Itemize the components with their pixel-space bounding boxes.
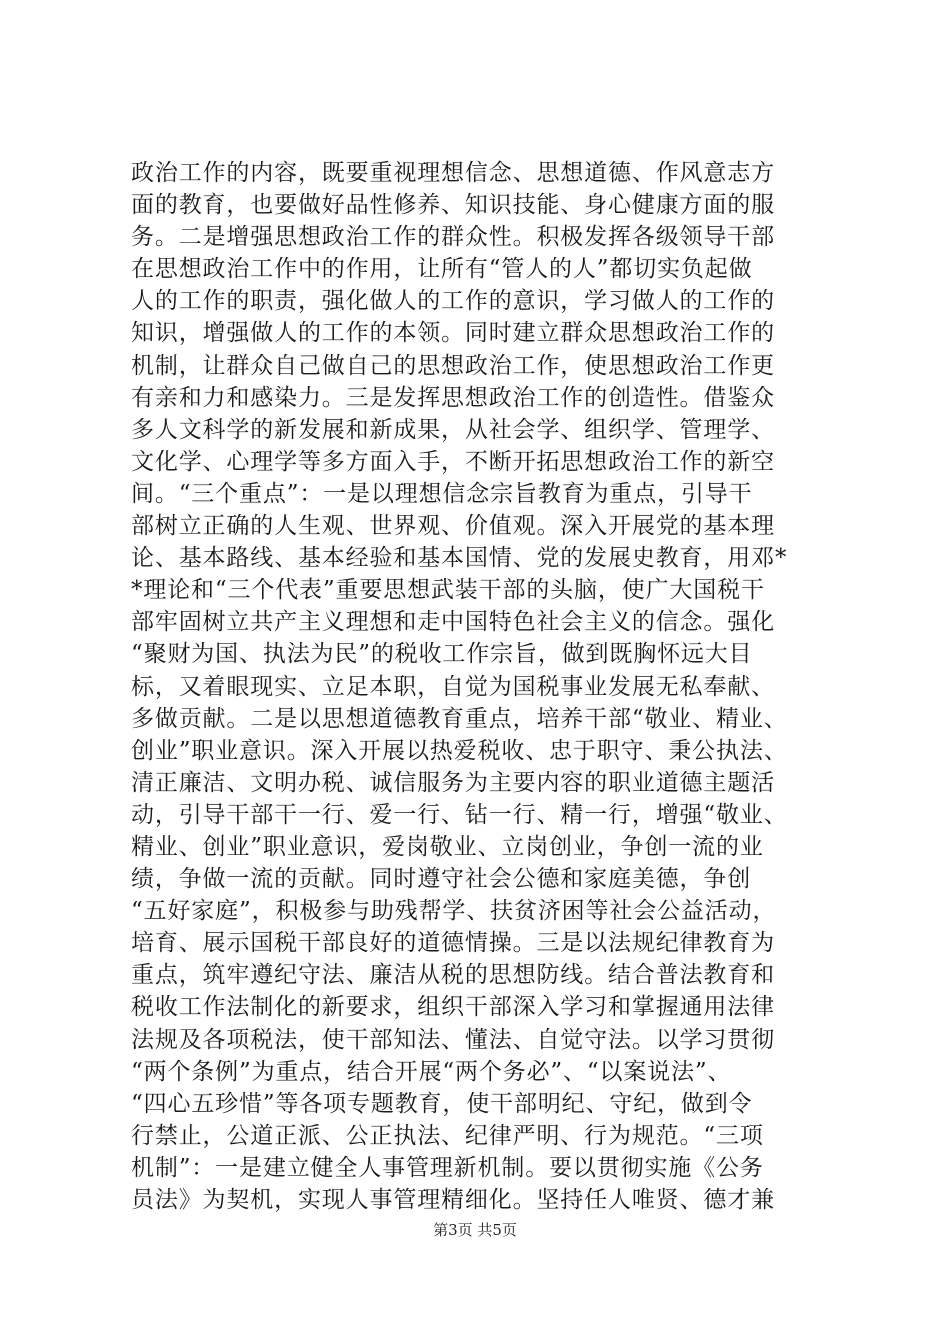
text-line: “四心五珍惜”等各项专题教育，使干部明纪、守纪，做到令	[131, 1090, 753, 1117]
text-line: 机制”：一是建立健全人事管理新机制。要以贯彻实施《公务	[131, 1154, 764, 1181]
text-line: 法规及各项税法，使干部知法、懂法、自觉守法。以学习贯彻	[131, 1026, 775, 1053]
text-line: 政治工作的内容，既要重视理想信念、思想道德、作风意志方	[131, 160, 775, 186]
text-line: 知识，增强做人的工作的本领。同时建立群众思想政治工作的	[131, 320, 775, 347]
text-line: 行禁止，公道正派、公正执法、纪律严明、行为规范。“三项	[131, 1122, 764, 1149]
text-line: 重点，筑牢遵纪守法、廉洁从税的思想防线。结合普法教育和	[131, 962, 775, 989]
text-line: 面的教育，也要做好品性修养、知识技能、身心健康方面的服	[131, 192, 775, 219]
text-line: “两个条例”为重点，结合开展“两个务必”、“以案说法”、	[131, 1058, 732, 1085]
text-line: 动，引导干部干一行、爱一行、钻一行、精一行，增强“敬业、	[131, 801, 788, 828]
text-line: 标，又着眼现实、立足本职，自觉为国税事业发展无私奉献、	[131, 673, 775, 700]
text-line: 多人文科学的新发展和新成果，从社会学、组织学、管理学、	[131, 416, 775, 443]
text-line: 绩，争做一流的贡献。同时遵守社会公德和家庭美德，争创	[131, 866, 752, 893]
page-number: 第3页 共5页	[433, 1221, 517, 1239]
text-line: “聚财为国、执法为民”的税收工作宗旨，做到既胸怀远大目	[131, 641, 753, 668]
text-line: “五好家庭”，积极参与助残帮学、扶贫济困等社会公益活动，	[131, 898, 777, 925]
text-line: 机制，让群众自己做自己的思想政治工作，使思想政治工作更	[131, 352, 775, 379]
text-line: 精业、创业”职业意识，爱岗敬业、立岗创业，争创一流的业	[131, 833, 764, 860]
text-line: 间。“三个重点”：一是以理想信念宗旨教育为重点，引导干	[131, 480, 753, 507]
text-line: *理论和“三个代表”重要思想武装干部的头脑，使广大国税干	[131, 577, 765, 604]
text-line: 务。二是增强思想政治工作的群众性。积极发挥各级领导干部	[131, 224, 775, 251]
text-line: 创业”职业意识。深入开展以热爱税收、忠于职守、秉公执法、	[131, 737, 788, 764]
document-body	[131, 157, 831, 1216]
text-line: 人的工作的职责，强化做人的工作的意识，学习做人的工作的	[131, 288, 775, 315]
text-line: 在思想政治工作中的作用，让所有“管人的人”都切实负起做	[131, 256, 753, 283]
text-line: 税收工作法制化的新要求，组织干部深入学习和掌握通用法律	[131, 994, 775, 1021]
text-line: 部牢固树立共产主义理想和走中国特色社会主义的信念。强化	[131, 609, 775, 636]
text-line: 多做贡献。二是以思想道德教育重点，培养干部“敬业、精业、	[131, 705, 788, 732]
text-line: 清正廉洁、文明办税、诚信服务为主要内容的职业道德主题活	[131, 769, 775, 796]
text-line: 论、基本路线、基本经验和基本国情、党的发展史教育，用邓*	[131, 545, 788, 572]
text-line: 有亲和力和感染力。三是发挥思想政治工作的创造性。借鉴众	[131, 384, 775, 411]
text-line: 文化学、心理学等多方面入手，不断开拓思想政治工作的新空	[131, 448, 775, 475]
text-line: 部树立正确的人生观、世界观、价值观。深入开展党的基本理	[131, 513, 775, 540]
text-line: 培育、展示国税干部良好的道德情操。三是以法规纪律教育为	[131, 930, 775, 957]
text-line: 员法》为契机，实现人事管理精细化。坚持任人唯贤、德才兼	[131, 1187, 775, 1213]
